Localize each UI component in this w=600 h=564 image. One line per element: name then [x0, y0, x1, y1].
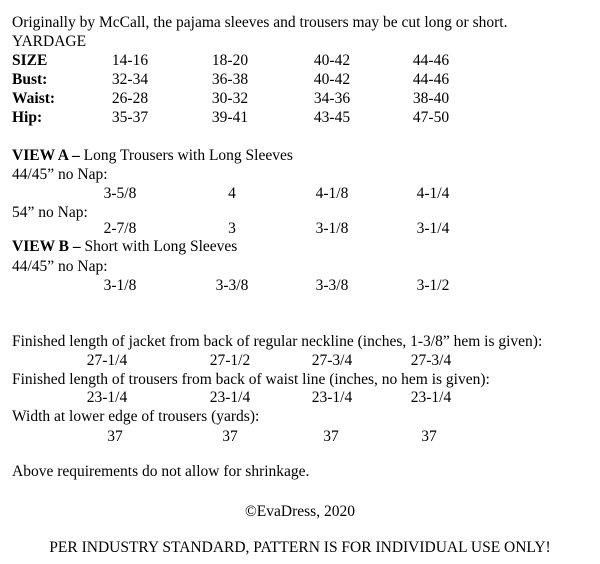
trousers-width-cell: 37 [107, 428, 123, 445]
yardage-cell: 3-1/4 [416, 220, 450, 237]
size-cell: 14-16 [111, 52, 149, 69]
hip-cell: 43-45 [313, 109, 351, 126]
size-cell: 44-46 [412, 52, 450, 69]
view-b-fabric-44: 44/45” no Nap: [12, 258, 108, 275]
copyright: ©EvaDress, 2020 [245, 503, 355, 520]
bust-row-label: Bust: [12, 71, 48, 88]
bust-cell: 40-42 [313, 71, 351, 88]
waist-cell: 38-40 [412, 90, 450, 107]
view-a-fabric-44: 44/45” no Nap: [12, 166, 108, 183]
view-b-title [12, 238, 237, 256]
yardage-cell: 3-1/8 [103, 277, 137, 294]
size-row-label: SIZE [12, 52, 48, 69]
view-a-fabric-54: 54” no Nap: [12, 204, 88, 221]
yardage-heading: YARDAGE [12, 33, 87, 50]
jacket-length-cell: 27-3/4 [410, 352, 452, 369]
finished-trousers-label: Finished length of trousers from back of waist line (inches, no hem is given): [12, 371, 490, 388]
trousers-length-cell: 23-1/4 [209, 389, 251, 406]
view-a-title [12, 147, 293, 165]
trousers-width-label: Width at lower edge of trousers (yards): [12, 408, 260, 425]
waist-cell: 26-28 [111, 90, 149, 107]
intro-text: Originally by McCall, the pajama sleeves and trousers may be cut long or short. [12, 14, 508, 31]
hip-cell: 35-37 [111, 109, 149, 126]
waist-row-label: Waist: [12, 90, 56, 107]
shrinkage-note: Above requirements do not allow for shrinkage. [12, 463, 310, 480]
bust-cell: 44-46 [412, 71, 450, 88]
trousers-width-cell: 37 [222, 428, 238, 445]
waist-cell: 34-36 [313, 90, 351, 107]
yardage-cell: 2-7/8 [103, 220, 137, 237]
footer-notice: PER INDUSTRY STANDARD, PATTERN IS FOR INDIVIDUAL USE ONLY! [49, 539, 551, 556]
trousers-length-cell: 23-1/4 [410, 389, 452, 406]
view-b-description: Short with Long Sleeves [80, 238, 238, 255]
view-b-label: VIEW B – [12, 238, 81, 255]
jacket-length-cell: 27-1/2 [209, 352, 251, 369]
trousers-length-cell: 23-1/4 [86, 389, 128, 406]
view-a-label: VIEW A – [12, 147, 80, 164]
yardage-cell: 4 [228, 185, 236, 202]
waist-cell: 30-32 [211, 90, 249, 107]
jacket-length-cell: 27-3/4 [311, 352, 353, 369]
yardage-cell: 3 [228, 220, 236, 237]
yardage-cell: 4-1/4 [416, 185, 450, 202]
hip-cell: 47-50 [412, 109, 450, 126]
trousers-width-cell: 37 [421, 428, 437, 445]
yardage-cell: 3-1/8 [315, 220, 349, 237]
trousers-length-cell: 23-1/4 [311, 389, 353, 406]
hip-cell: 39-41 [211, 109, 249, 126]
size-cell: 18-20 [211, 52, 249, 69]
yardage-cell: 4-1/8 [315, 185, 349, 202]
yardage-cell: 3-5/8 [103, 185, 137, 202]
finished-jacket-label: Finished length of jacket from back of regular neckline (inches, 1-3/8” hem is given): [12, 333, 543, 350]
trousers-width-cell: 37 [323, 428, 339, 445]
hip-row-label: Hip: [12, 109, 43, 126]
yardage-cell: 3-1/2 [416, 277, 450, 294]
size-cell: 40-42 [313, 52, 351, 69]
yardage-cell: 3-3/8 [215, 277, 249, 294]
bust-cell: 32-34 [111, 71, 149, 88]
jacket-length-cell: 27-1/4 [86, 352, 128, 369]
yardage-cell: 3-3/8 [315, 277, 349, 294]
view-a-description: Long Trousers with Long Sleeves [79, 147, 293, 164]
bust-cell: 36-38 [211, 71, 249, 88]
